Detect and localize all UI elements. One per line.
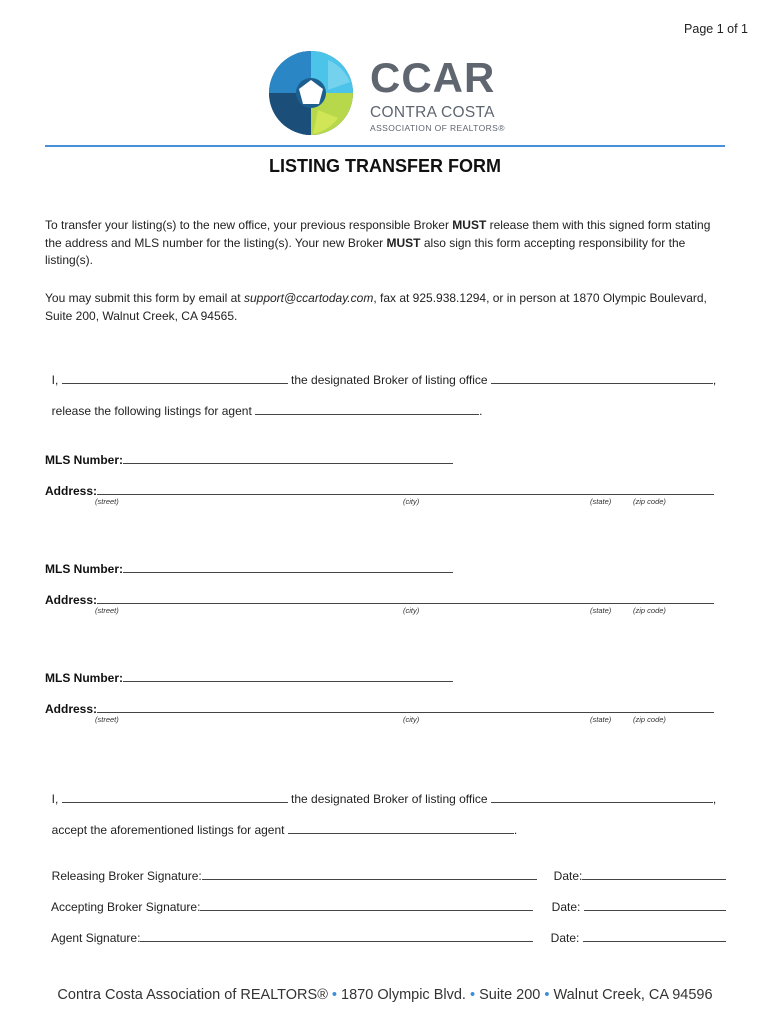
mls-number-field[interactable]: [123, 452, 453, 464]
releasing-broker-name-field[interactable]: [62, 372, 288, 384]
accept-line-2: accept the aforementioned listings for agent .: [51, 823, 518, 837]
header-divider: [45, 145, 725, 147]
state-sublabel: (state): [590, 497, 612, 506]
intro-paragraph: To transfer your listing(s) to the new office, your previous responsible Broker MUST release them with this signed form stating the address and MLS number for the listing(s). Your new Broker MUST also sign this form accepting responsibility for the listing(s).: [45, 218, 711, 267]
logo-name: CCAR: [370, 54, 496, 101]
mls-number-field[interactable]: [123, 670, 453, 682]
accepting-signature-row: Accepting Broker Signature:: [45, 885, 533, 914]
bullet-icon: •: [469, 987, 476, 1003]
footer-address: Contra Costa Association of REALTORS® • 1870 Olympic Blvd. • Suite 200 • Walnut Creek, CA 94596: [57, 987, 713, 1003]
zip-sublabel: (zip code): [633, 606, 666, 615]
bullet-icon: •: [331, 987, 337, 1003]
address-field[interactable]: [97, 592, 714, 604]
state-sublabel: (state): [590, 606, 612, 615]
accepting-agent-field[interactable]: [288, 822, 514, 834]
agent-date-row: Date:: [544, 916, 726, 945]
agent-signature-row: Agent Signature:: [45, 916, 533, 945]
listing-block: [45, 560, 725, 620]
releasing-agent-field[interactable]: [255, 403, 479, 415]
agent-date-field[interactable]: [583, 930, 726, 942]
releasing-office-field[interactable]: [491, 372, 713, 384]
ccar-logo-icon: [268, 50, 354, 136]
mls-number-field[interactable]: [123, 561, 453, 573]
bullet-icon: •: [544, 987, 550, 1003]
accepting-date-field[interactable]: [584, 899, 726, 911]
releasing-date-field[interactable]: [582, 868, 726, 880]
zip-sublabel: (zip code): [633, 715, 666, 724]
releasing-signature-row: Releasing Broker Signature:: [45, 854, 537, 883]
address-label: Address:: [45, 593, 98, 607]
city-sublabel: (city): [403, 606, 420, 615]
accept-line-1: I, the designated Broker of listing office ,: [51, 792, 717, 806]
address-field[interactable]: [97, 483, 714, 495]
mls-label: MLS Number:: [45, 562, 123, 576]
support-email-link[interactable]: support@ccartoday.com: [243, 291, 374, 305]
submit-paragraph: You may submit this form by email at support@ccartoday.com, fax at 925.938.1294, or in person at 1870 Olympic Boulevard, Suite 200, Walnut Creek, CA 94565.: [45, 291, 707, 323]
street-sublabel: (street): [95, 497, 119, 506]
accepting-signature-field[interactable]: [200, 899, 533, 911]
accepting-broker-name-field[interactable]: [62, 791, 288, 803]
accepting-office-field[interactable]: [491, 791, 713, 803]
address-label: Address:: [45, 702, 98, 716]
release-line-1: I, the designated Broker of listing office ,: [51, 373, 717, 387]
city-sublabel: (city): [403, 497, 420, 506]
accepting-date-row: Date:: [545, 885, 726, 914]
logo-line1: CONTRA COSTA: [370, 104, 495, 121]
street-sublabel: (street): [95, 715, 119, 724]
street-sublabel: (street): [95, 606, 119, 615]
page-number: Page 1 of 1: [684, 22, 748, 36]
logo-line2: ASSOCIATION OF REALTORS®: [370, 123, 505, 133]
zip-sublabel: (zip code): [633, 497, 666, 506]
listing-block: [45, 451, 725, 511]
mls-label: MLS Number:: [45, 453, 123, 467]
form-title: LISTING TRANSFER FORM: [269, 156, 501, 176]
listing-block: [45, 669, 725, 729]
release-line-2: release the following listings for agent .: [51, 404, 483, 418]
state-sublabel: (state): [590, 715, 612, 724]
releasing-date-row: Date:: [547, 854, 726, 883]
mls-label: MLS Number:: [45, 671, 123, 685]
address-label: Address:: [45, 484, 98, 498]
agent-signature-field[interactable]: [140, 930, 533, 942]
address-field[interactable]: [97, 701, 714, 713]
logo-wordmark: [370, 54, 505, 134]
releasing-signature-field[interactable]: [202, 868, 537, 880]
city-sublabel: (city): [403, 715, 420, 724]
